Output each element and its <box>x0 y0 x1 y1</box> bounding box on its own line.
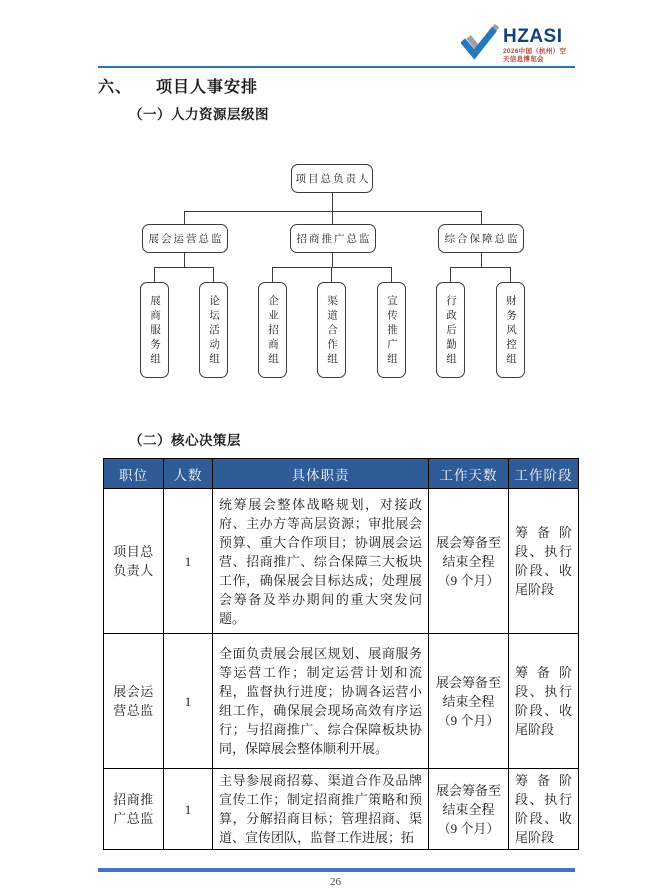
connector-line <box>332 211 333 224</box>
org-node-promotion-director: 招商推广总监 <box>290 224 376 253</box>
cell-phase: 筹备阶段、执行阶段、收尾阶段 <box>509 769 579 850</box>
cell-days: 展会筹备至结束全程（9 个月） <box>429 634 509 769</box>
col-header-count: 人数 <box>164 459 213 489</box>
logo-subtitle <box>503 48 566 63</box>
cell-count: 1 <box>164 769 213 850</box>
cell-count: 1 <box>164 489 213 634</box>
connector-line <box>332 193 333 211</box>
connector-line <box>272 267 273 282</box>
cell-position: 展会运营总监 <box>104 634 164 769</box>
org-node-enterprise-investment-group: 企业招商组 <box>258 282 287 378</box>
logo <box>461 24 566 63</box>
cell-phase: 筹备阶段、执行阶段、收尾阶段 <box>509 489 579 634</box>
subsection-title-hr-chart: （一）人力资源层级图 <box>129 107 269 122</box>
org-node-operations-director: 展会运营总监 <box>142 224 228 253</box>
connector-line <box>510 267 511 282</box>
header-rule <box>98 66 575 68</box>
table-row <box>104 634 579 769</box>
org-chart <box>0 140 671 392</box>
org-node-channel-cooperation-group: 渠道合作组 <box>317 282 346 378</box>
org-node-support-director: 综合保障总监 <box>438 224 524 253</box>
col-header-position: 职位 <box>104 459 164 489</box>
cell-count: 1 <box>164 634 213 769</box>
org-node-finance-risk-group: 财务风控组 <box>496 282 525 378</box>
connector-line <box>184 211 185 224</box>
connector-line <box>450 267 451 282</box>
connector-line <box>331 267 332 282</box>
connector-line <box>213 267 214 282</box>
connector-line <box>154 267 155 282</box>
cell-days: 展会筹备至结束全程（9 个月） <box>429 769 509 850</box>
section-number: 六、 <box>98 79 133 96</box>
footer-rule <box>98 868 575 872</box>
connector-line <box>332 253 333 267</box>
table-row <box>104 489 579 634</box>
logo-subtitle-line2: 天信息博览会 <box>503 55 544 63</box>
org-node-root: 项目总负责人 <box>291 164 373 193</box>
col-header-duties: 具体职责 <box>213 459 429 489</box>
cell-position: 招商推广总监 <box>104 769 164 850</box>
logo-text <box>503 24 566 63</box>
section-title-text: 项目人事安排 <box>156 79 259 96</box>
connector-line <box>391 267 392 282</box>
cell-duties: 全面负责展会展区规划、展商服务等运营工作；制定运营计划和流程，监督执行进度；协调各运营小组工作，确保展会现场高效有序运行；与招商推广、综合保障板块协同，保障展会整体顺利开展。 <box>213 634 429 769</box>
page-number: 26 <box>330 876 341 888</box>
connector-line <box>481 253 482 267</box>
logo-brand: HZASI <box>503 26 563 47</box>
cell-phase: 筹备阶段、执行阶段、收尾阶段 <box>509 634 579 769</box>
checkmark-logo-icon <box>461 24 499 62</box>
col-header-days: 工作天数 <box>429 459 509 489</box>
cell-duties: 统筹展会整体战略规划，对接政府、主办方等高层资源；审批展会预算、重大合作项目；协调展会运营、招商推广、综合保障三大板块工作，确保展会目标达成；处理展会筹备及举办期间的重大突发问题。 <box>213 489 429 634</box>
cell-days: 展会筹备至结束全程（9 个月） <box>429 489 509 634</box>
org-node-exhibitor-service-group: 展商服务组 <box>140 282 169 378</box>
logo-subtitle-line1: 2026中国（杭州）空 <box>503 48 567 55</box>
section-title <box>98 74 258 97</box>
subsection-title-decision-layer: （二）核心决策层 <box>129 433 241 448</box>
cell-position: 项目总负责人 <box>104 489 164 634</box>
col-header-phase: 工作阶段 <box>509 459 579 489</box>
table-row <box>104 769 579 850</box>
connector-line <box>154 267 214 268</box>
org-node-publicity-promotion-group: 宣传推广组 <box>377 282 406 378</box>
cell-duties: 主导参展商招募、渠道合作及品牌宣传工作；制定招商推广策略和预算，分解招商目标；管理招商、渠道、宣传团队，监督工作进展；拓 <box>213 769 429 850</box>
connector-line <box>450 267 511 268</box>
table-header-row <box>104 459 579 489</box>
org-node-forum-activity-group: 论坛活动组 <box>199 282 228 378</box>
org-node-admin-logistics-group: 行政后勤组 <box>436 282 465 378</box>
connector-line <box>481 211 482 224</box>
core-decision-table <box>103 458 579 850</box>
connector-line <box>184 253 185 267</box>
